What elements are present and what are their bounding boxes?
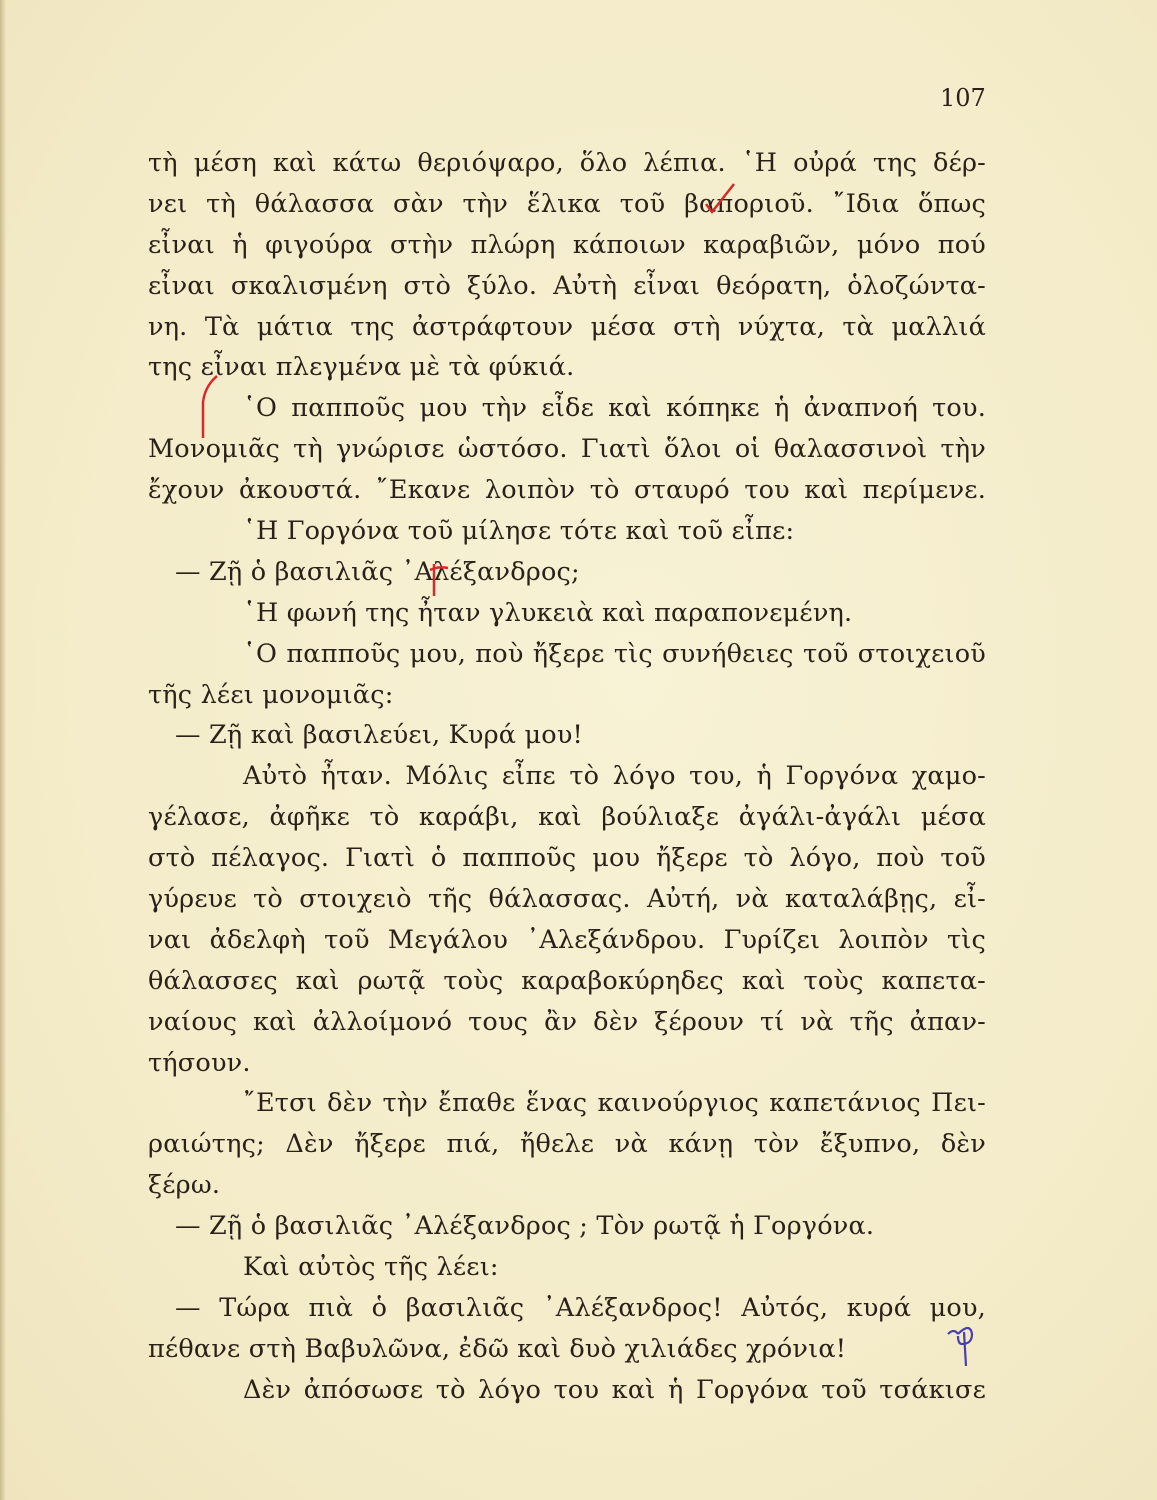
blue-proof-mark-icon <box>944 1322 980 1370</box>
text-line: εἶναι σκαλισμένη στὸ ξύλο. Αὐτὴ εἶναι θεόρατη, ὁλοζώντα- <box>148 270 986 301</box>
text-line: γέλασε, ἀφῆκε τὸ καράβι, καὶ βούλιαξε ἀγάλι-ἀγάλι μέσα <box>148 802 986 833</box>
text-line: Αὐτὸ ἦταν. Μόλις εἶπε τὸ λόγο του, ἡ Γοργόνα χαμο- <box>243 761 986 792</box>
text-line: ἔχουν ἀκουστά. ῎Εκανε λοιπὸν τὸ σταυρό του καὶ περίμενε. <box>148 475 986 506</box>
page-number: 107 <box>940 84 986 112</box>
red-insertion-mark-icon <box>195 372 225 442</box>
text-line: — Τώρα πιὰ ὁ βασιλιᾶς ᾿Αλέξανδρος! Αὐτός, κυρά μου, <box>175 1292 986 1323</box>
text-line: ῾Η φωνή της ἦταν γλυκειὰ καὶ παραπονεμένη. <box>243 597 853 628</box>
page-edge <box>0 0 6 1500</box>
text-line: ῾Ο παπποῦς μου τὴν εἶδε καὶ κόπηκε ἡ ἀναπνοή του. <box>243 393 986 424</box>
text-line: ραιώτης; Δὲν ἤξερε πιά, ἤθελε νὰ κάνῃ τὸν ἔξυπνο, δὲν <box>148 1129 986 1160</box>
text-line: της εἶναι πλεγμένα μὲ τὰ φύκιά. <box>148 352 575 383</box>
text-line: εἶναι ἡ φιγούρα στὴν πλώρη κάποιων καραβιῶν, μόνο πού <box>148 229 986 260</box>
text-line: πέθανε στὴ Βαβυλῶνα, ἐδῶ καὶ δυὸ χιλιάδες χρόνια! <box>148 1333 847 1364</box>
text-line: ξέρω. <box>148 1170 221 1201</box>
text-line: γύρευε τὸ στοιχειὸ τῆς θάλασσας. Αὐτή, νὰ καταλάβῃς, εἶ- <box>148 884 986 915</box>
text-line: Καὶ αὐτὸς τῆς λέει: <box>243 1252 499 1283</box>
text-line: στὸ πέλαγος. Γιατὶ ὁ παπποῦς μου ἤξερε τὸ λόγο, ποὺ τοῦ <box>148 843 986 874</box>
text-line: θάλασσες καὶ ρωτᾷ τοὺς καραβοκύρηδες καὶ τοὺς καπετα- <box>148 965 986 996</box>
red-check-mark-icon <box>700 180 740 220</box>
text-line: νη. Τὰ μάτια της ἀστράφτουν μέσα στὴ νύχτα, τὰ μαλλιά <box>148 311 986 342</box>
text-line: ναίους καὶ ἀλλοίμονό τους ἂν δὲν ξέρουν τί νὰ τῆς ἀπαν- <box>148 1006 986 1037</box>
text-line: τήσουν. <box>148 1047 251 1078</box>
text-line: — Ζῇ ὁ βασιλιᾶς ᾿Αλέξανδρος ; Τὸν ρωτᾷ ἡ Γοργόνα. <box>175 1211 875 1242</box>
text-line: τὴ μέση καὶ κάτω θεριόψαρο, ὅλο λέπια. ῾Η οὐρά της δέρ- <box>148 148 986 178</box>
text-line: ῾Ο παπποῦς μου, ποὺ ἤξερε τὶς συνήθειες τοῦ στοιχειοῦ <box>243 638 986 669</box>
text-line: Μονομιᾶς τὴ γνώρισε ὡστόσο. Γιατὶ ὅλοι οἱ θαλασσινοὶ τὴν <box>148 434 986 465</box>
text-line: ῎Ετσι δὲν τὴν ἔπαθε ἕνας καινούργιος καπετάνιος Πει- <box>243 1088 986 1119</box>
text-line: ναι ἀδελφὴ τοῦ Μεγάλου ᾿Αλεξάνδρου. Γυρίζει λοιπὸν τὶς <box>148 924 986 955</box>
text-line: — Ζῇ ὁ βασιλιᾶς ᾿Αλέξανδρος; <box>175 556 580 587</box>
red-cross-mark-icon <box>426 560 452 600</box>
text-line: νει τὴ θάλασσα σὰν τὴν ἕλικα τοῦ βαποριοῦ. ῎Ιδια ὅπως <box>148 188 986 219</box>
text-line: — Ζῇ καὶ βασιλεύει, Κυρά μου! <box>175 720 583 751</box>
text-line: ῾Η Γοργόνα τοῦ μίλησε τότε καὶ τοῦ εἶπε: <box>243 516 795 547</box>
body-text <box>148 143 986 1411</box>
text-line: Δὲν ἀπόσωσε τὸ λόγο του καὶ ἡ Γοργόνα τοῦ τσάκισε <box>243 1374 986 1405</box>
text-line: τῆς λέει μονομιᾶς: <box>148 679 394 710</box>
